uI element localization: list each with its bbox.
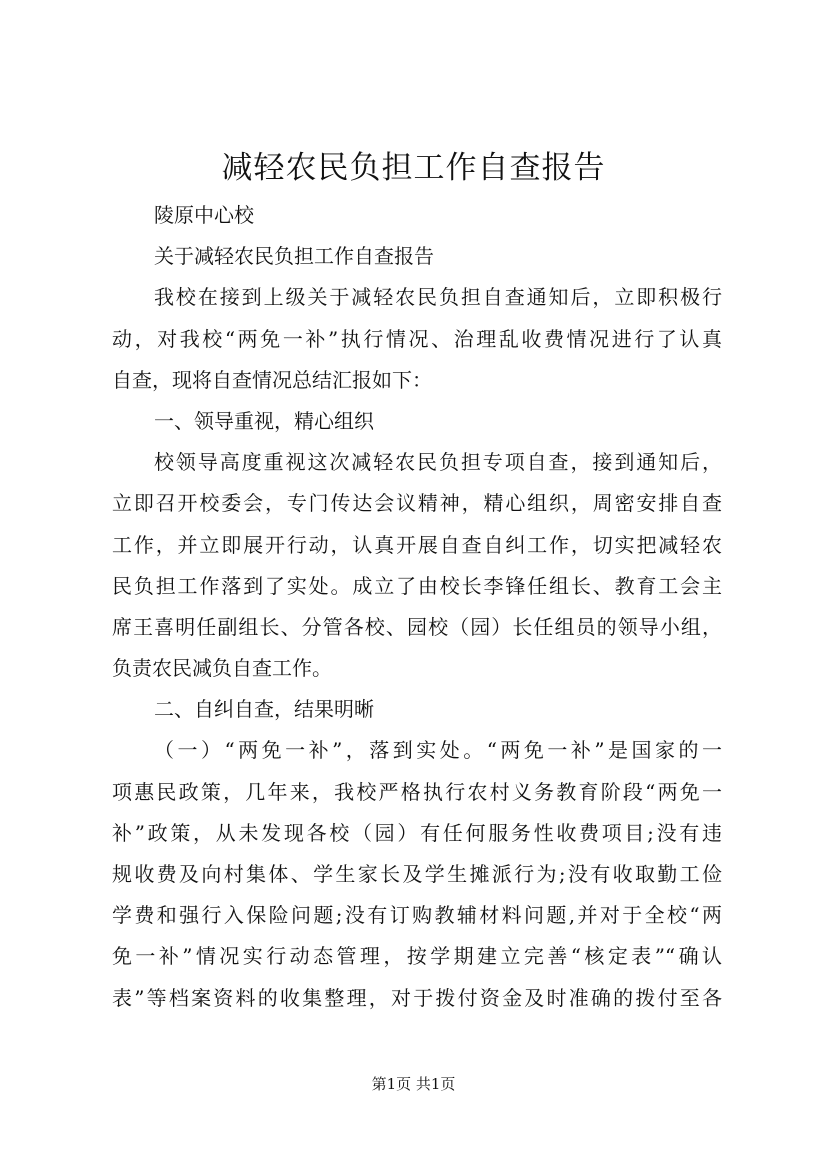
body-line: 学费和强行入保险问题;没有订购教辅材料问题,并对于全校“两 [112, 903, 722, 928]
body-line: 关于减轻农民负担工作自查报告 [154, 244, 434, 269]
body-line: 工作，并立即展开行动，认真开展自查自纠工作，切实把减轻农 [112, 532, 722, 557]
body-line: 二、自纠自查，结果明晰 [154, 697, 374, 722]
body-line: 动，对我校“两免一补”执行情况、治理乱收费情况进行了认真 [112, 326, 722, 351]
body-line: 规收费及向村集体、学生家长及学生摊派行为;没有收取勤工俭 [112, 862, 722, 886]
body-line: 陵原中心校 [154, 203, 254, 227]
document-body [112, 195, 722, 1019]
body-line: 校领导高度重视这次减轻农民负担专项自查，接到通知后， [154, 450, 722, 475]
document-title: 减轻农民负担工作自查报告 [221, 150, 606, 186]
body-line: 民负担工作落到了实处。成立了由校长李锋任组长、教育工会主 [112, 573, 722, 598]
body-line: 一、领导重视，精心组织 [154, 408, 374, 433]
body-line: 我校在接到上级关于减轻农民负担自查通知后，立即积极行 [154, 285, 722, 310]
body-line: 立即召开校委会，专门传达会议精神，精心组织，周密安排自查 [112, 491, 722, 516]
body-line: 席王喜明任副组长、分管各校、园校（园）长任组员的领导小组， [112, 614, 722, 639]
body-line: 负责农民减负自查工作。 [112, 656, 332, 681]
body-line: 自查，现将自查情况总结汇报如下： [112, 367, 432, 392]
body-line: 免一补”情况实行动态管理，按学期建立完善“核定表”“确认 [112, 944, 722, 969]
body-line: 表”等档案资料的收集整理，对于拨付资金及时准确的拨付至各 [112, 985, 722, 1010]
body-line: 项惠民政策，几年来，我校严格执行农村义务教育阶段“两免一 [112, 779, 722, 804]
body-line: （一）“两免一补”，落到实处。“两免一补”是国家的一 [154, 738, 722, 763]
page-footer: 第1页 共1页 [371, 1075, 456, 1093]
body-line: 补”政策，从未发现各校（园）有任何服务性收费项目;没有违 [112, 820, 722, 845]
